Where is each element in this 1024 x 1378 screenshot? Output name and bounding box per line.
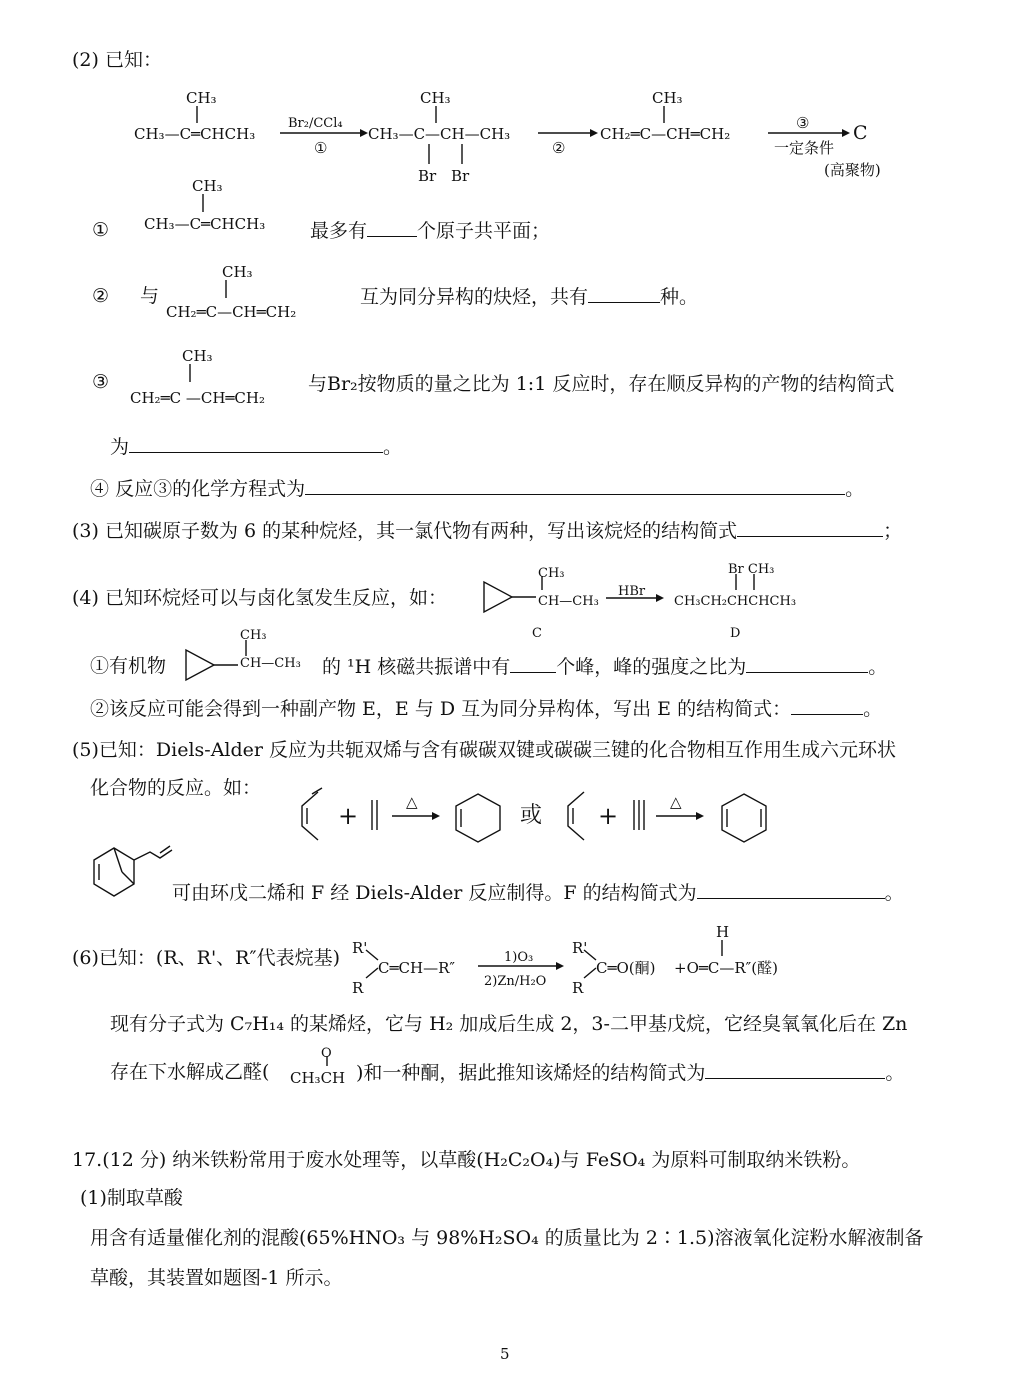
part4-c-chain: CH—CH₃ <box>538 594 599 609</box>
part6-r-b: R <box>572 979 584 997</box>
part6-r1-b: R' <box>572 939 588 957</box>
scheme-ch3-2: CH₃ <box>420 89 451 107</box>
q2-2-text-b: 种。 <box>660 286 699 308</box>
part5-line1: (5)已知：Diels-Alder 反应为共轭双烯与含有碳碳双键或碳碳三键的化合物相互作用生成六元环状 <box>72 739 897 761</box>
part5-or: 或 <box>520 803 543 828</box>
part4-label-d: D <box>730 626 741 641</box>
part4-c-ch3: CH₃ <box>538 566 565 581</box>
q2-1-mol: CH₃—C═CHCH₃ <box>144 215 266 233</box>
q17-head: 17.(12 分) 纳米铁粉常用于废水处理等，以草酸(H₂C₂O₄)与 FeSO₄ 为原料可制取纳米铁粉。 <box>72 1149 861 1171</box>
part3-text: (3) 已知碳原子数为 6 的某种烷烃，其一氯代物有两种，写出该烷烃的结构简式 <box>72 520 738 542</box>
scheme-dibromide: CH₃—C—CH—CH₃ <box>368 125 511 143</box>
part6-line1: 现有分子式为 C₇H₁₄ 的某烯烃，它与 H₂ 加成后生成 2，3-二甲基戊烷，它经臭氧氧化后在 Zn <box>110 1013 908 1035</box>
part6-acetal-o: O <box>321 1046 332 1061</box>
scheme-reactant: CH₃—C═CHCH₃ <box>134 125 256 143</box>
q2-3-text: 与Br₂按物质的量之比为 1:1 反应时，存在顺反异构的产物的结构简式 <box>308 373 895 395</box>
page-number: 5 <box>500 1345 510 1363</box>
q2-3-num: ③ <box>92 371 110 393</box>
q17-line2: 草酸，其装置如题图-1 所示。 <box>90 1267 343 1289</box>
part6-h: H <box>716 923 730 941</box>
q2-3-ch3: CH₃ <box>182 347 213 365</box>
q2-2-mol: CH₂═C—CH═CH₂ <box>166 303 297 321</box>
q2-2-ch3: CH₃ <box>222 263 253 281</box>
part5-delta-1: △ <box>406 793 418 811</box>
part5-line2: 化合物的反应。如： <box>90 777 262 799</box>
q2-1-num: ① <box>92 219 110 241</box>
q2-3-line2-pre: 为 <box>110 436 130 458</box>
q2-4-num: ④ <box>90 478 110 500</box>
part6-end: 。 <box>885 1062 905 1084</box>
part5-plus-2: + <box>598 802 619 830</box>
part6-blank[interactable] <box>705 1060 885 1079</box>
q2-1-ch3: CH₃ <box>192 177 223 195</box>
part6-line2-pre: 存在下水解成乙醛( <box>110 1061 270 1083</box>
q2-1-text-b: 个原子共平面； <box>417 220 551 242</box>
scheme-product: C <box>853 122 868 144</box>
part4-q2-end: 。 <box>863 698 883 720</box>
q2-4-text: 反应③的化学方程式为 <box>115 478 306 500</box>
part6-line2-post: )和一种酮，据此推知该烯烃的结构简式为 <box>356 1062 706 1084</box>
part4-d-chain: CH₃CH₂CHCHCH₃ <box>674 594 797 609</box>
q2-3-end: 。 <box>383 436 403 458</box>
part4-q1-pre: ①有机物 <box>90 655 167 677</box>
scheme-ch3-3: CH₃ <box>652 89 683 107</box>
part2-label: (2) 已知： <box>72 49 162 71</box>
scheme-reagent1: Br₂/CCl₄ <box>288 116 343 131</box>
scheme-product-note: (高聚物) <box>824 161 881 179</box>
part4-q1-mid2: 个峰，峰的强度之比为 <box>556 656 747 678</box>
q17-sub1: (1)制取草酸 <box>80 1187 183 1209</box>
q17-line1: 用含有适量催化剂的混酸(65%HNO₃ 与 98%H₂SO₄ 的质量比为 2∶1.5)溶液氧化淀粉水解液制备 <box>90 1227 924 1249</box>
part5-end: 。 <box>884 882 904 904</box>
part4-q2-text: ②该反应可能会得到一种副产物 E，E 与 D 互为同分异构体，写出 E 的结构简式： <box>90 698 792 720</box>
part5-text: 可由环戊二烯和 F 经 Diels-Alder 反应制得。F 的结构简式为 <box>172 882 697 904</box>
part4-q1-chain: CH—CH₃ <box>240 656 301 671</box>
scheme-br-2: Br <box>451 167 470 185</box>
part4-q1-mid: 的 ¹H 核磁共振谱中有 <box>322 656 511 678</box>
part4-q1-ch3: CH₃ <box>240 628 267 643</box>
scheme-ch3-1: CH₃ <box>186 89 217 107</box>
part4-d-br-ch3: Br CH₃ <box>728 562 775 577</box>
q2-2-text-a: 互为同分异构的炔烃，共有 <box>360 286 589 308</box>
q2-3-mol: CH₂═C —CH═CH₂ <box>130 389 266 407</box>
q2-2-pre: 与 <box>140 285 160 307</box>
scheme-step3: ③ <box>796 114 810 132</box>
part6-r1: R' <box>352 939 368 957</box>
part3-end: ； <box>883 520 903 542</box>
q2-2-num: ② <box>92 285 110 307</box>
part6-cond1: 1)O₃ <box>504 950 534 965</box>
scheme-diene: CH₂═C—CH═CH₂ <box>600 125 731 143</box>
part5-plus-1: + <box>338 802 359 830</box>
q2-1-text-a: 最多有 <box>310 220 368 242</box>
part6-acetal: CH₃CH <box>290 1069 346 1087</box>
scheme-cond3: 一定条件 <box>774 139 835 157</box>
part4-reagent: HBr <box>618 584 646 599</box>
scheme-step2: ② <box>552 139 566 157</box>
part6-ketone: C═O(酮) <box>596 959 656 977</box>
part5-delta-2: △ <box>670 793 682 811</box>
part6-line2-rest <box>356 1060 904 1085</box>
scheme-br-1: Br <box>418 167 437 185</box>
part6-label: (6)已知：(R、R'、R″代表烷基) <box>72 947 340 969</box>
part4-q1-end: 。 <box>868 656 888 678</box>
part6-alkene: C═CH—R″ <box>378 959 455 977</box>
part6-r: R <box>352 979 364 997</box>
part4-label-c: C <box>532 626 542 641</box>
part6-cond2: 2)Zn/H₂O <box>484 974 547 989</box>
part6-aldehyde: +O═C—R″(醛) <box>674 959 778 977</box>
part4-text: (4) 已知环烷烃可以与卤化氢发生反应，如： <box>72 587 447 609</box>
scheme-step1: ① <box>314 139 328 157</box>
q2-4-end: 。 <box>845 478 865 500</box>
